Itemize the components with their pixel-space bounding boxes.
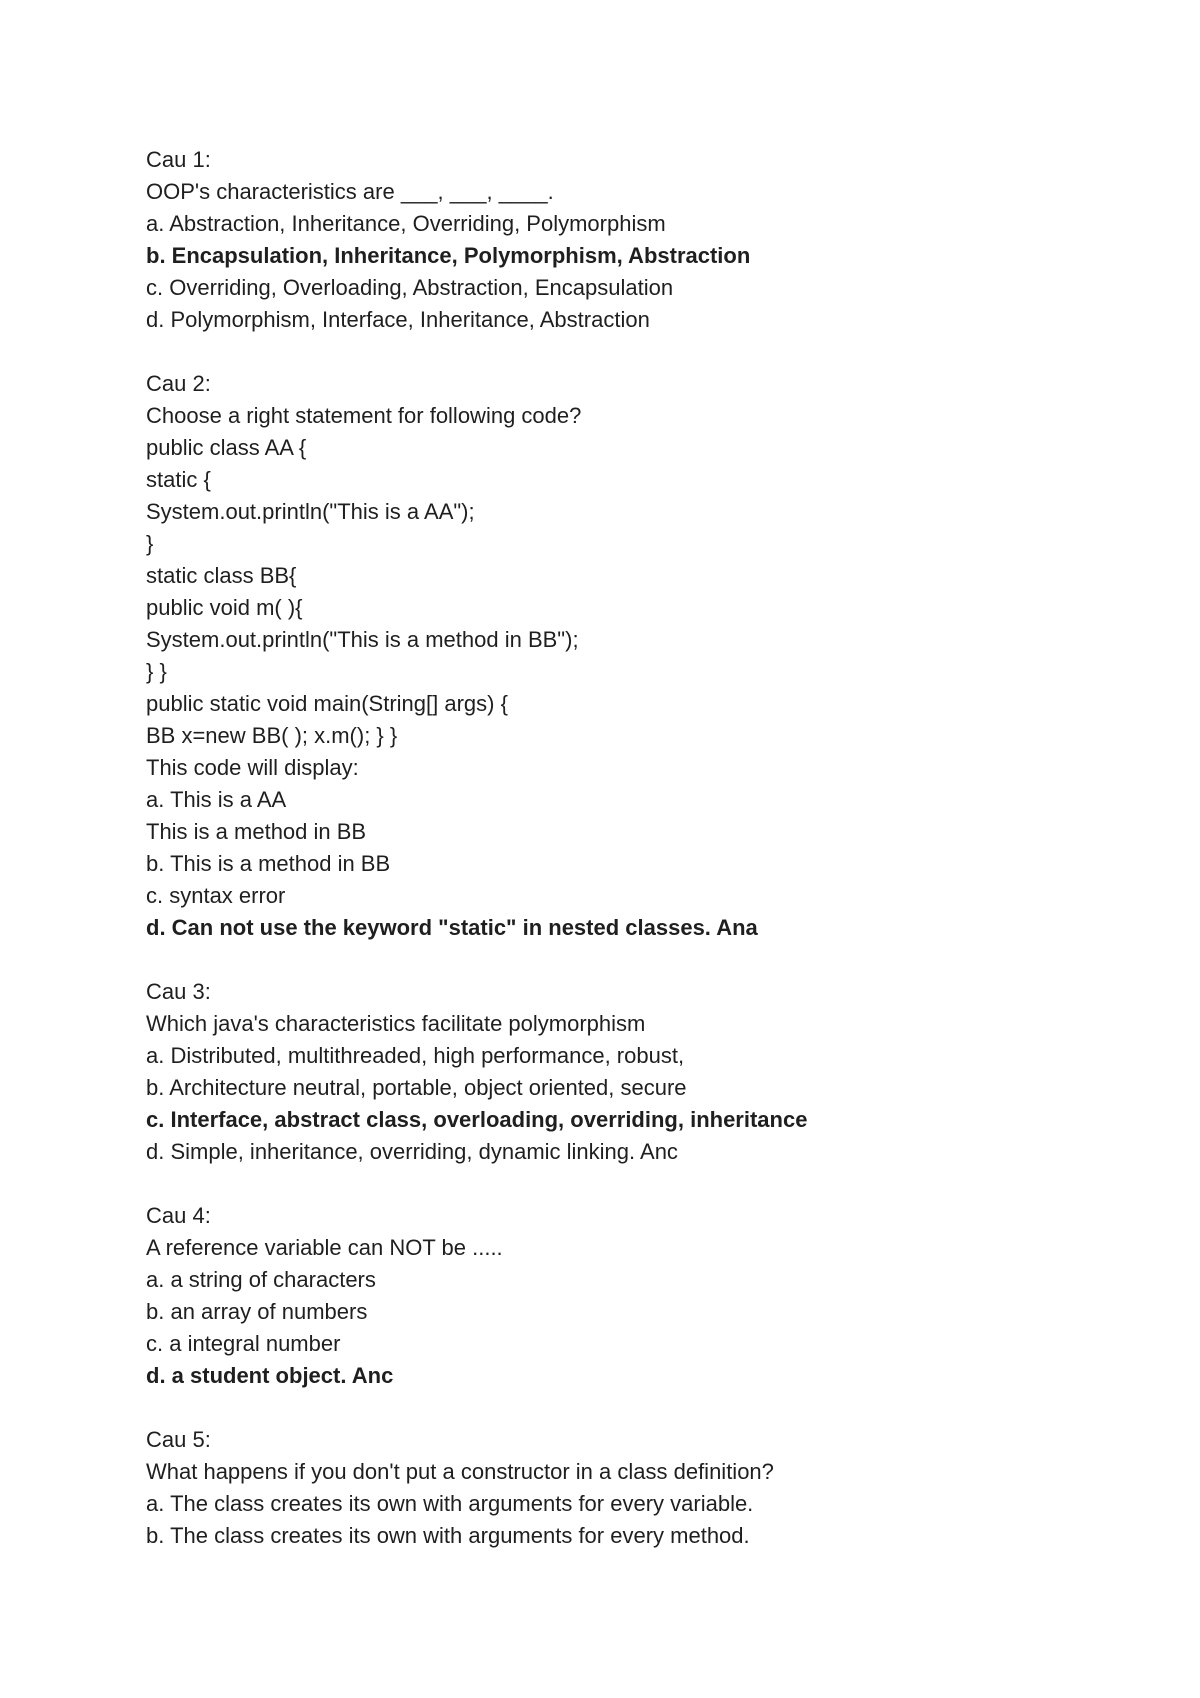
question-3 <box>146 976 1146 1168</box>
code-line: public static void main(String[] args) { <box>146 691 508 716</box>
answer-option: a. Distributed, multithreaded, high performance, robust, <box>146 1043 685 1068</box>
spacer <box>146 1392 1146 1424</box>
code-line: static { <box>146 467 211 492</box>
answer-option: b. Architecture neutral, portable, object oriented, secure <box>146 1075 687 1100</box>
code-line: System.out.println("This is a AA"); <box>146 499 475 524</box>
answer-option: d. Simple, inheritance, overriding, dynamic linking. Anc <box>146 1139 678 1164</box>
answer-option: b. This is a method in BB <box>146 851 391 876</box>
answer-option-correct: b. Encapsulation, Inheritance, Polymorphism, Abstraction <box>146 243 751 268</box>
question-heading: Cau 2: <box>146 371 211 396</box>
question-heading: Cau 4: <box>146 1203 211 1228</box>
question-prompt: A reference variable can NOT be ..... <box>146 1235 503 1260</box>
answer-option: b. The class creates its own with arguments for every method. <box>146 1523 750 1548</box>
code-line: public class AA { <box>146 435 307 460</box>
answer-option: b. an array of numbers <box>146 1299 368 1324</box>
answer-option-continuation: This is a method in BB <box>146 819 367 844</box>
answer-option-correct: d. a student object. Anc <box>146 1363 394 1388</box>
answer-option: a. The class creates its own with arguments for every variable. <box>146 1491 754 1516</box>
question-prompt: This code will display: <box>146 755 359 780</box>
answer-option: c. syntax error <box>146 883 286 908</box>
answer-option: d. Polymorphism, Interface, Inheritance, Abstraction <box>146 307 650 332</box>
spacer <box>146 1168 1146 1200</box>
question-4 <box>146 1200 1146 1392</box>
question-prompt: Which java's characteristics facilitate polymorphism <box>146 1011 646 1036</box>
question-prompt: OOP's characteristics are ___, ___, ____. <box>146 179 554 204</box>
question-heading: Cau 3: <box>146 979 211 1004</box>
code-line: System.out.println("This is a method in BB"); <box>146 627 579 652</box>
code-line: } <box>146 531 154 556</box>
question-1 <box>146 144 1146 336</box>
code-line: BB x=new BB( ); x.m(); } } <box>146 723 398 748</box>
answer-option: a. a string of characters <box>146 1267 376 1292</box>
question-prompt: Choose a right statement for following code? <box>146 403 582 428</box>
answer-option: a. This is a AA <box>146 787 287 812</box>
answer-option: a. Abstraction, Inheritance, Overriding, Polymorphism <box>146 211 666 236</box>
code-line: static class BB{ <box>146 563 297 588</box>
document-page <box>146 144 1146 1552</box>
code-line: } } <box>146 659 167 684</box>
question-prompt: What happens if you don't put a constructor in a class definition? <box>146 1459 774 1484</box>
code-line: public void m( ){ <box>146 595 303 620</box>
spacer <box>146 944 1146 976</box>
question-2 <box>146 368 1146 944</box>
question-heading: Cau 5: <box>146 1427 211 1452</box>
spacer <box>146 336 1146 368</box>
answer-option-correct: d. Can not use the keyword "static" in nested classes. Ana <box>146 915 758 940</box>
answer-option: c. a integral number <box>146 1331 341 1356</box>
question-heading: Cau 1: <box>146 147 211 172</box>
answer-option: c. Overriding, Overloading, Abstraction, Encapsulation <box>146 275 674 300</box>
question-5 <box>146 1424 1146 1552</box>
answer-option-correct: c. Interface, abstract class, overloading, overriding, inheritance <box>146 1107 808 1132</box>
